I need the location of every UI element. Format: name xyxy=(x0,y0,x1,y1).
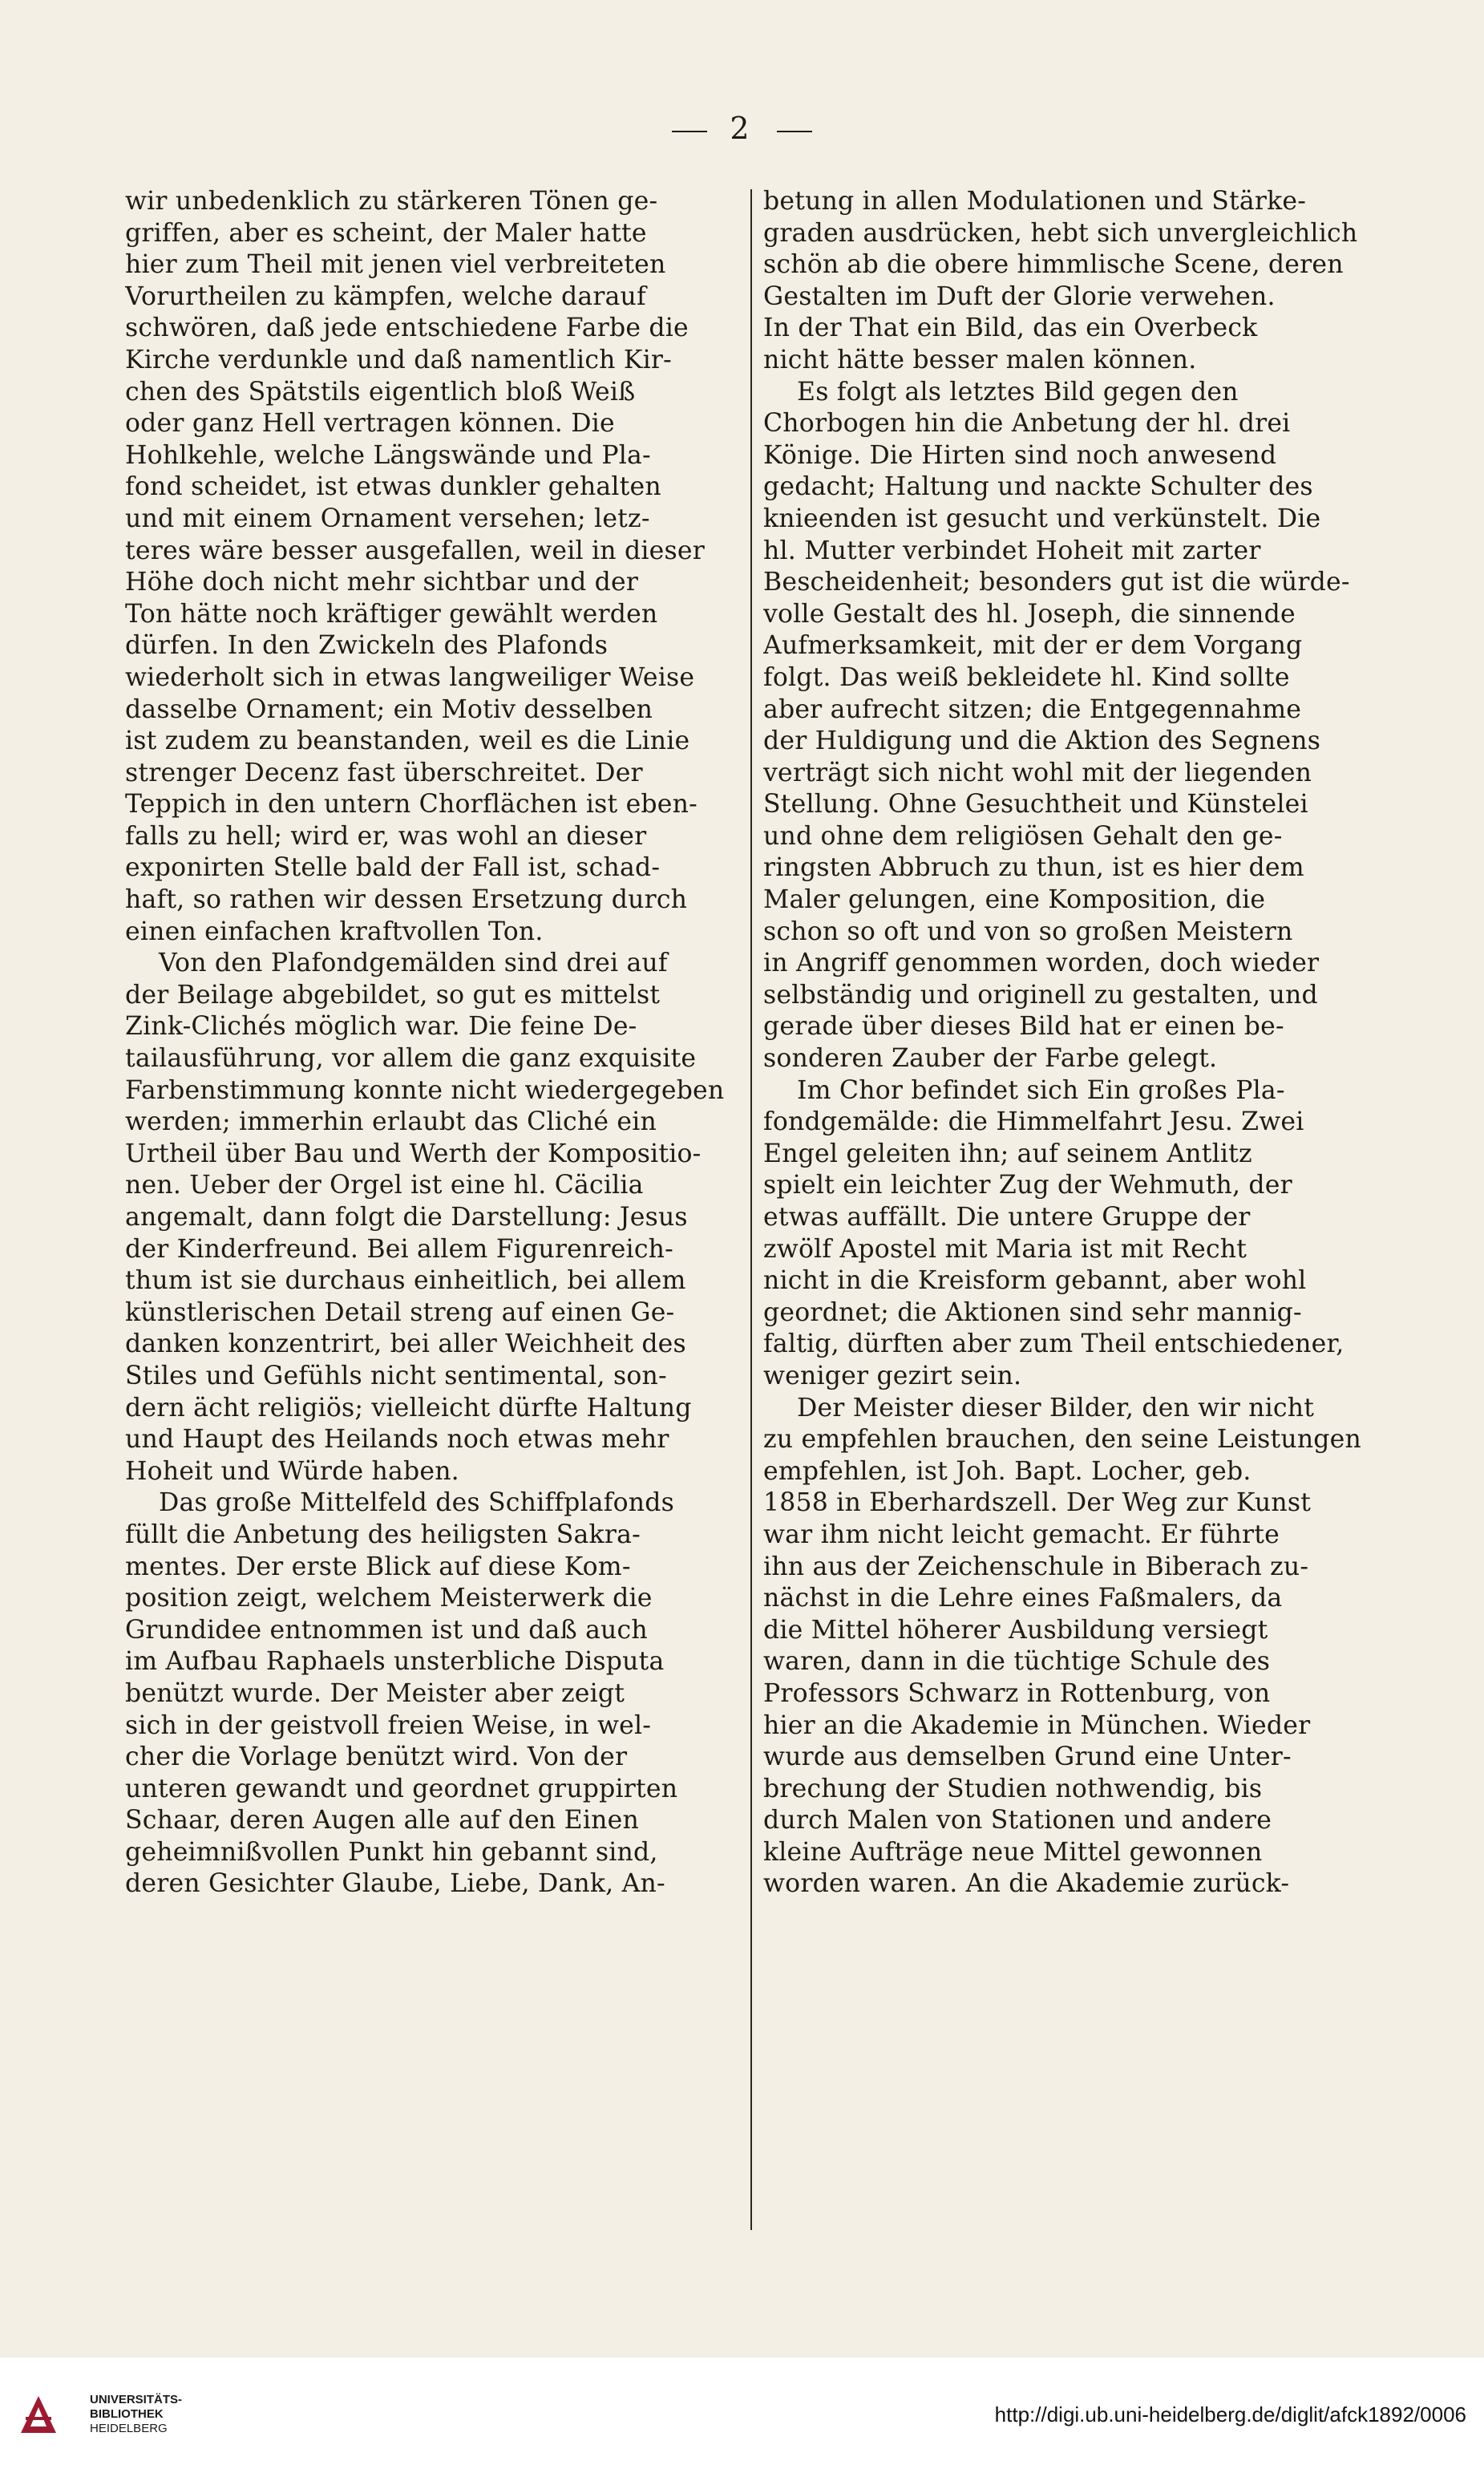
left-column-text-line: künstlerischen Detail streng auf einen Ge- xyxy=(125,1297,675,1327)
right-column-text-line: Der Meister dieser Bilder, den wir nicht xyxy=(797,1393,1315,1423)
right-column-text-line: sonderen Zauber der Farbe gelegt. xyxy=(763,1044,1218,1074)
left-column-text-line: deren Gesichter Glaube, Liebe, Dank, An- xyxy=(125,1869,665,1899)
left-column-text-line: dasselbe Ornament; ein Motiv desselben xyxy=(125,694,653,724)
right-column-text-line: Gestalten im Duft der Glorie verwehen. xyxy=(763,281,1276,311)
right-column-text-line: war ihm nicht leicht gemacht. Er führte xyxy=(763,1520,1280,1549)
page-number: 2 xyxy=(730,111,754,146)
library-name-line3: HEIDELBERG xyxy=(90,2422,168,2435)
right-column-text-line: Stellung. Ohne Gesuchtheit und Künstelei xyxy=(763,790,1308,820)
right-column-text-line: waren, dann in die tüchtige Schule des xyxy=(763,1647,1271,1677)
library-name[interactable] xyxy=(90,2393,182,2436)
right-column-text-line: zwölf Apostel mit Maria ist mit Recht xyxy=(763,1234,1247,1264)
right-column-text-line: hier an die Akademie in München. Wieder xyxy=(763,1710,1311,1740)
right-column-text-line: faltig, dürften aber zum Theil entschiedener, xyxy=(763,1330,1344,1359)
left-column-text-line: hier zum Theil mit jenen viel verbreiteten xyxy=(125,250,666,280)
left-column-text-line: nen. Ueber der Orgel ist eine hl. Cäcilia xyxy=(125,1171,644,1200)
right-column-text-line: kleine Aufträge neue Mittel gewonnen xyxy=(763,1837,1263,1867)
left-column-text-line: Hoheit und Würde haben. xyxy=(125,1456,459,1486)
left-column-text-line: werden; immerhin erlaubt das Cliché ein xyxy=(125,1107,657,1137)
right-column-text-line: und ohne dem religiösen Gehalt den ge- xyxy=(763,821,1283,851)
left-column-text-line: teres wäre besser ausgefallen, weil in dieser xyxy=(125,536,705,565)
left-column-text-line: benützt wurde. Der Meister aber zeigt xyxy=(125,1678,625,1708)
right-column-text-line: worden waren. An die Akademie zurück- xyxy=(763,1869,1290,1899)
right-column-text-line: In der That ein Bild, das ein Overbeck xyxy=(763,314,1258,343)
right-column-text-line: Chorbogen hin die Anbetung der hl. drei xyxy=(763,409,1291,439)
left-column-text-line: fond scheidet, ist etwas dunkler gehalten xyxy=(125,472,661,502)
right-column-text-line: graden ausdrücken, hebt sich unvergleichlich xyxy=(763,218,1358,248)
left-column-text-line: sich in der geistvoll freien Weise, in wel- xyxy=(125,1710,652,1740)
right-column-text-line: brechung der Studien nothwendig, bis xyxy=(763,1774,1263,1803)
right-column-text-line: 1858 in Eberhardszell. Der Weg zur Kunst xyxy=(763,1488,1312,1518)
left-column-text-line: Schaar, deren Augen alle auf den Einen xyxy=(125,1806,639,1836)
right-column-text-line: geordnet; die Aktionen sind sehr mannig- xyxy=(763,1297,1302,1327)
left-column-text-line: Stiles und Gefühls nicht sentimental, son- xyxy=(125,1361,667,1390)
left-column-text-line: wir unbedenklich zu stärkeren Tönen ge- xyxy=(125,187,658,216)
right-column-text-line: etwas auffällt. Die untere Gruppe der xyxy=(763,1203,1251,1232)
right-column-text-line: empfehlen, ist Joh. Bapt. Locher, geb. xyxy=(763,1456,1251,1486)
footer-bar xyxy=(0,2358,1484,2473)
right-column-text-line: in Angriff genommen worden, doch wieder xyxy=(763,949,1320,978)
left-column-text-line: Ton hätte noch kräftiger gewählt werden xyxy=(125,599,658,629)
right-text-column xyxy=(763,186,1387,1900)
left-column-text-line: unteren gewandt und geordnet gruppirten xyxy=(125,1774,678,1803)
right-column-text-line: spielt ein leichter Zug der Wehmuth, der xyxy=(763,1171,1292,1200)
left-column-text-line: Hohlkehle, welche Längswände und Pla- xyxy=(125,440,651,470)
right-column-text-line: der Huldigung und die Aktion des Segnens xyxy=(763,727,1321,756)
left-column-text-line: schwören, daß jede entschiedene Farbe die xyxy=(125,314,689,343)
left-column-text-line: strenger Decenz fast überschreitet. Der xyxy=(125,758,643,787)
right-column-text-line: schön ab die obere himmlische Scene, deren xyxy=(763,250,1344,280)
left-column-text-line: im Aufbau Raphaels unsterbliche Disputa xyxy=(125,1647,665,1677)
left-column-text-line: ist zudem zu beanstanden, weil es die Linie xyxy=(125,727,690,756)
left-column-text-line: Teppich in den untern Chorflächen ist eben- xyxy=(125,790,698,820)
right-column-text-line: hl. Mutter verbindet Hoheit mit zarter xyxy=(763,536,1261,565)
right-column-text-line: verträgt sich nicht wohl mit der liegenden xyxy=(763,758,1312,787)
right-column-text-line: gerade über dieses Bild hat er einen be- xyxy=(763,1012,1284,1042)
right-column-text-line: Aufmerksamkeit, mit der er dem Vorgang xyxy=(763,631,1303,661)
left-column-text-line: und Haupt des Heilands noch etwas mehr xyxy=(125,1425,669,1455)
left-column-text-line: wiederholt sich in etwas langweiliger Weise xyxy=(125,662,695,692)
left-column-text-line: geheimnißvollen Punkt hin gebannt sind, xyxy=(125,1837,658,1867)
right-column-text-line: weniger gezirt sein. xyxy=(763,1361,1022,1390)
right-column-text-line: durch Malen von Stationen und andere xyxy=(763,1806,1272,1836)
right-column-text-line: folgt. Das weiß bekleidete hl. Kind sollte xyxy=(763,662,1290,692)
right-column-text-line: betung in allen Modulationen und Stärke- xyxy=(763,187,1307,216)
left-column-text-line: und mit einem Ornament versehen; letz- xyxy=(125,504,650,533)
right-column-text-line: Engel geleiten ihn; auf seinem Antlitz xyxy=(763,1139,1252,1168)
left-column-text-line: füllt die Anbetung des heiligsten Sakra- xyxy=(125,1520,641,1549)
right-column-text-line: Im Chor befindet sich Ein großes Pla- xyxy=(797,1075,1285,1105)
right-column-text-line: aber aufrecht sitzen; die Entgegennahme xyxy=(763,694,1302,724)
header-dash-right xyxy=(777,131,812,132)
left-column-text-line: Höhe doch nicht mehr sichtbar und der xyxy=(125,568,639,597)
right-column-text-line: Könige. Die Hirten sind noch anwesend xyxy=(763,440,1277,470)
left-column-text-line: thum ist sie durchaus einheitlich, bei allem xyxy=(125,1266,686,1296)
right-column-text-line: nächst in die Lehre eines Faßmalers, da xyxy=(763,1584,1283,1613)
right-column-text-line: Bescheidenheit; besonders gut ist die würde- xyxy=(763,568,1350,597)
column-divider xyxy=(750,189,752,2230)
library-name-line2: BIBLIOTHEK xyxy=(90,2407,164,2421)
left-column-text-line: Vorurtheilen zu kämpfen, welche darauf xyxy=(125,281,646,311)
right-column-text-line: gedacht; Haltung und nackte Schulter des xyxy=(763,472,1313,502)
left-column-text-line: haft, so rathen wir dessen Ersetzung durch xyxy=(125,885,688,915)
right-column-text-line: Es folgt als letztes Bild gegen den xyxy=(797,377,1239,407)
left-column-text-line: tailausführung, vor allem die ganz exquisite xyxy=(125,1044,697,1074)
left-column-text-line: dern ächt religiös; vielleicht dürfte Haltung xyxy=(125,1393,692,1423)
right-column-text-line: fondgemälde: die Himmelfahrt Jesu. Zwei xyxy=(763,1107,1304,1137)
left-column-text-line: Von den Plafondgemälden sind drei auf xyxy=(159,949,668,978)
left-column-text-line: Grundidee entnommen ist und daß auch xyxy=(125,1615,648,1645)
left-column-text-line: angemalt, dann folgt die Darstellung: Jesus xyxy=(125,1203,688,1232)
left-column-text-line: danken konzentrirt, bei aller Weichheit des xyxy=(125,1330,686,1359)
left-column-text-line: Das große Mittelfeld des Schiffplafonds xyxy=(159,1488,674,1518)
right-column-text-line: zu empfehlen brauchen, den seine Leistungen xyxy=(763,1425,1362,1455)
left-column-text-line: mentes. Der erste Blick auf diese Kom- xyxy=(125,1552,631,1581)
left-column-text-line: dürfen. In den Zwickeln des Plafonds xyxy=(125,631,609,661)
library-name-line1: UNIVERSITÄTS- xyxy=(90,2393,183,2406)
left-column-text-line: position zeigt, welchem Meisterwerk die xyxy=(125,1584,653,1613)
permalink-url[interactable]: http://digi.ub.uni-heidelberg.de/diglit/afck1892/0006 xyxy=(994,2402,1466,2426)
right-column-text-line: nicht hätte besser malen können. xyxy=(763,345,1197,374)
page-header xyxy=(0,111,1484,146)
left-column-text-line: Farbenstimmung konnte nicht wiedergegeben xyxy=(125,1075,725,1105)
left-column-text-line: Urtheil über Bau und Werth der Kompositio- xyxy=(125,1139,702,1168)
left-column-text-line: Zink-Clichés möglich war. Die feine De- xyxy=(125,1012,637,1042)
header-dash-left xyxy=(672,131,707,132)
right-column-text-line: die Mittel höherer Ausbildung versiegt xyxy=(763,1615,1268,1645)
left-column-text-line: griffen, aber es scheint, der Maler hatte xyxy=(125,218,647,248)
right-column-text-line: volle Gestalt des hl. Joseph, die sinnende xyxy=(763,599,1296,629)
left-column-text-line: einen einfachen kraftvollen Ton. xyxy=(125,917,544,946)
left-column-text-line: exponirten Stelle bald der Fall ist, schad- xyxy=(125,853,661,883)
right-column-text-line: ihn aus der Zeichenschule in Biberach zu- xyxy=(763,1552,1309,1581)
right-column-text-line: schon so oft und von so großen Meistern xyxy=(763,917,1293,946)
left-text-column xyxy=(125,186,749,1900)
right-column-text-line: Professors Schwarz in Rottenburg, von xyxy=(763,1678,1271,1708)
university-library-logo-icon[interactable] xyxy=(14,2391,63,2439)
left-column-text-line: oder ganz Hell vertragen können. Die xyxy=(125,409,615,439)
right-column-text-line: selbständig und originell zu gestalten, und xyxy=(763,980,1318,1010)
right-column-text-line: wurde aus demselben Grund eine Unter- xyxy=(763,1742,1292,1772)
left-column-text-line: Kirche verdunkle und daß namentlich Kir- xyxy=(125,345,672,374)
left-column-text-line: falls zu hell; wird er, was wohl an dieser xyxy=(125,821,647,851)
left-column-text-line: der Beilage abgebildet, so gut es mittelst xyxy=(125,980,661,1010)
left-column-text-line: der Kinderfreund. Bei allem Figurenreich- xyxy=(125,1234,674,1264)
right-column-text-line: Maler gelungen, eine Komposition, die xyxy=(763,885,1266,915)
right-column-text-line: knieenden ist gesucht und verkünstelt. Die xyxy=(763,504,1321,533)
right-column-text-line: nicht in die Kreisform gebannt, aber wohl xyxy=(763,1266,1307,1296)
left-column-text-line: cher die Vorlage benützt wird. Von der xyxy=(125,1742,628,1772)
right-column-text-line: ringsten Abbruch zu thun, ist es hier dem xyxy=(763,853,1304,883)
left-column-text-line: chen des Spätstils eigentlich bloß Weiß xyxy=(125,377,636,407)
